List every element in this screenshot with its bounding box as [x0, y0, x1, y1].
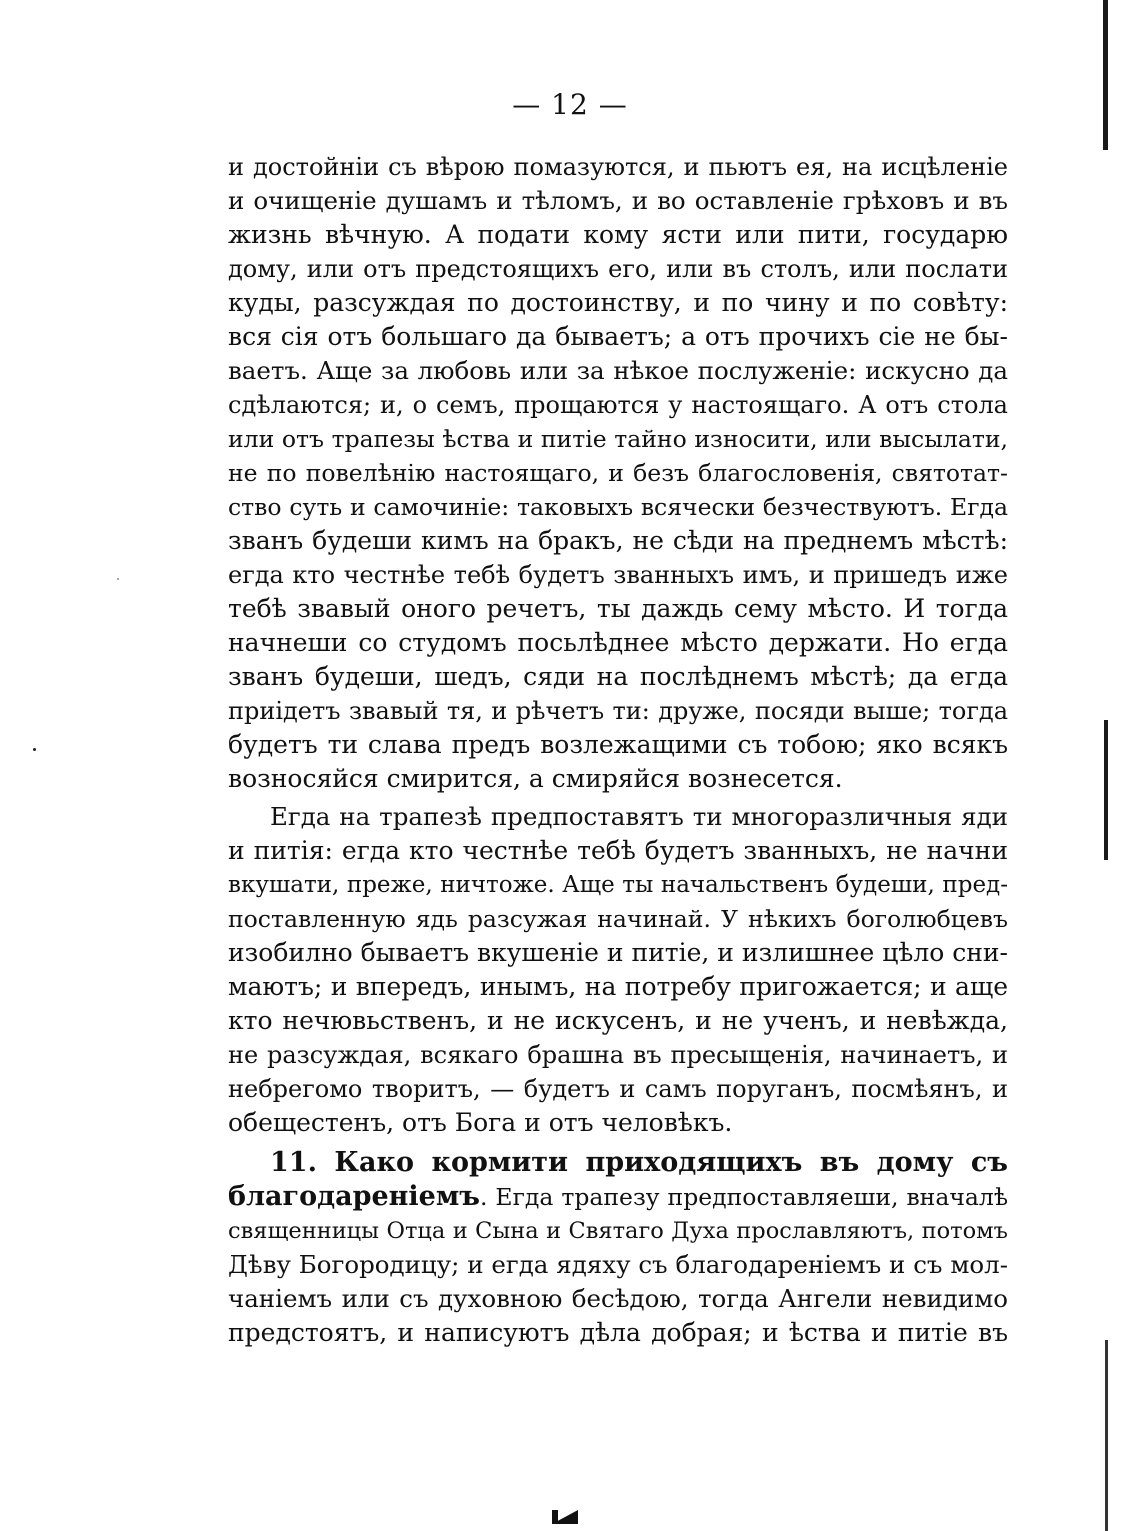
- text-line: вкушати, преже, ничтоже. Аще ты начальственъ будеши, пред-: [228, 872, 1008, 898]
- text-line: или отъ трапезы ѣства и питіе тайно износити, или высылати,: [228, 425, 1008, 453]
- text-line: званъ будеши, шедъ, сяди на послѣднемъ мѣстѣ; да егда: [228, 662, 1008, 691]
- text-line: дому, или отъ предстоящихъ его, или въ столъ, или послати: [228, 255, 1008, 283]
- text-line: и питія: егда кто честнѣе тебѣ будетъ званныхъ, не начни: [228, 836, 1008, 865]
- text-line: обещестенъ, отъ Бога и отъ человѣкъ.: [228, 1108, 733, 1137]
- page-edge-shadow-top: [1103, 0, 1108, 150]
- text-line: не по повелѣнію настоящаго, и безъ благословенія, святотат-: [228, 459, 1008, 487]
- text-line: кто нечювьственъ, и не искусенъ, и не ученъ, и невѣжда,: [228, 1006, 1008, 1035]
- text-line: чаніемъ или съ духовною бесѣдою, тогда Ангели невидимо: [228, 1284, 1008, 1313]
- text-line: ство суть и самочиніе: таковыхъ всячески безчествуютъ. Егда: [228, 493, 1008, 521]
- text-line: егда кто честнѣе тебѣ будетъ званныхъ имъ, и пришедъ иже: [228, 561, 1008, 589]
- text-line: и достойніи съ вѣрою помазуются, и пьютъ ея, на исцѣленіе: [228, 153, 1008, 181]
- text-line: начнеши со студомъ посьлѣднее мѣсто держати. Но егда: [228, 628, 1008, 657]
- text-line: изобилно бываетъ вкушеніе и питіе, и излишнее цѣло сни-: [228, 938, 1009, 967]
- text-line: Егда на трапезѣ предпоставятъ ти многоразличныя яди: [270, 802, 1008, 831]
- text-line: вся сія отъ большаго да бываетъ; а отъ прочихъ сіе не бы-: [228, 322, 1008, 351]
- page-body: [228, 150, 1008, 1350]
- page-edge-shadow-bottom: [1105, 1340, 1108, 1531]
- text-line: жизнь вѣчную. А подати кому ясти или пити, государю: [228, 220, 1008, 249]
- section-heading: 11. Како кормити приходящихъ въ дому съ: [270, 1147, 1008, 1178]
- text-line: ваетъ. Аще за любовь или за нѣкое послуженіе: искусно да: [228, 356, 1008, 385]
- text-line: и очищеніе душамъ и тѣломъ, и во оставленіе грѣховъ и въ: [228, 186, 1008, 215]
- text-line: священницы Отца и Сына и Святаго Духа прославляютъ, потомъ: [228, 1218, 1008, 1244]
- text-line: приідетъ звавый тя, и рѣчетъ ти: друже, посяди выше; тогда: [228, 697, 1008, 725]
- text-line: сдѣлаются; и, о семъ, прощаются у настоящаго. А отъ стола: [228, 391, 1008, 419]
- text-line: небрегомо творитъ, — будетъ и самъ поруганъ, посмѣянъ, и: [228, 1075, 1008, 1103]
- print-corner-mark: [552, 1510, 578, 1524]
- text-line-rest: . Егда трапезу предпоставляеши, вначалѣ: [480, 1183, 1008, 1211]
- text-line: [228, 1180, 1008, 1214]
- text-line: маютъ; и впередъ, инымъ, на потребу пригожается; и аще: [228, 972, 1008, 1001]
- section-11: [228, 1146, 1008, 1350]
- page-number: — 12 —: [512, 88, 628, 121]
- page-edge-shadow-middle: [1104, 720, 1108, 860]
- text-line: поставленную ядь разсужая начинай. У нѣкихъ боголюбцевъ: [228, 905, 1008, 933]
- text-line: предстоятъ, и написуютъ дѣла добрая; и ѣства и питіе въ: [228, 1318, 1008, 1347]
- scan-speck: [117, 578, 119, 580]
- paragraph-1: [228, 150, 1008, 796]
- text-line: Дѣву Богородицу; и егда ядяху съ благодареніемъ и съ мол-: [228, 1250, 1008, 1279]
- text-line: званъ будеши кимъ на бракъ, не сѣди на преднемъ мѣстѣ:: [228, 526, 1008, 555]
- paragraph-2: [228, 800, 1008, 1140]
- scan-speck: [33, 748, 36, 751]
- text-line: будетъ ти слава предъ возлежащими съ тобою; яко всякъ: [228, 730, 1008, 759]
- text-line: возносяйся смирится, а смиряйся вознесется.: [228, 764, 843, 793]
- section-heading-continuation: благодареніемъ: [228, 1181, 481, 1212]
- text-line: куды, разсуждая по достоинству, и по чину и по совѣту:: [228, 288, 1008, 317]
- text-line: не разсуждая, всякаго брашна въ пресыщенія, начинаетъ, и: [228, 1041, 1008, 1069]
- text-line: тебѣ звавый оного речетъ, ты даждь сему мѣсто. И тогда: [228, 594, 1008, 623]
